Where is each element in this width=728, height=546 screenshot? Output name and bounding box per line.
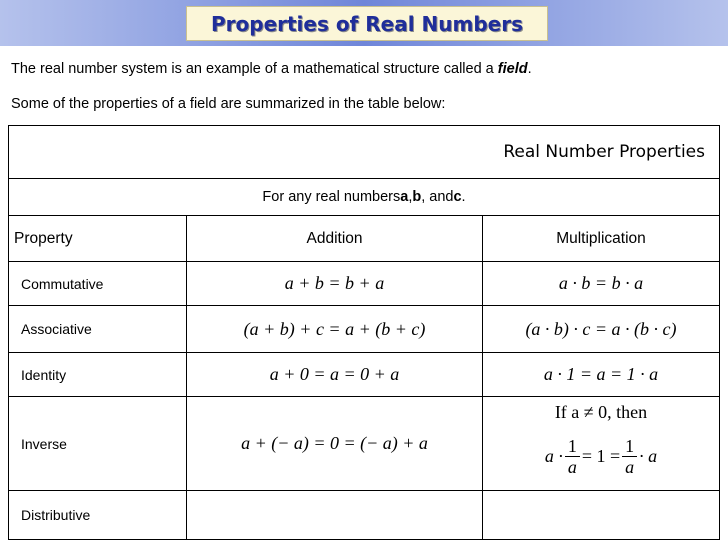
subheading-var-b: b [412,189,422,205]
table-inner [9,126,719,539]
associative-multiplication: (a · b) · c = a · (b · c) [525,318,677,339]
properties-table [8,125,720,540]
subheading-sep: , [408,189,413,205]
table-subheading [9,179,719,215]
row-label-associative: Associative [21,321,92,337]
title-banner [0,0,728,46]
inverse-mult-term: a · [544,445,563,466]
table-title: Real Number Properties [503,142,705,162]
column-header-addition: Addition [306,229,363,247]
fraction-numerator: 1 [565,436,580,457]
subheading-var-a: a [400,189,409,205]
row-label-identity: Identity [21,366,67,383]
identity-addition: a + 0 = a = 0 + a [269,364,400,384]
inverse-addition: a + (− a) = 0 = (− a) + a [241,433,428,453]
identity-multiplication: a · 1 = a = 1 · a [543,364,659,384]
inverse-condition: If a ≠ 0, then [554,401,648,422]
intro-line-2: Some of the properties of a field are summarized in the table below: [11,96,446,112]
subheading-end: . [461,189,466,205]
commutative-multiplication: a · b = b · a [558,273,644,293]
inverse-multiplication [483,426,719,486]
fraction-denominator: a [625,456,635,477]
row-label-commutative: Commutative [21,275,104,292]
intro-period: . [527,61,532,77]
fraction-denominator: a [567,456,577,477]
title-box [186,6,548,41]
distributive-multiplication [483,491,719,539]
intro-emphasis: field [497,61,528,77]
subheading-text: For any real numbers [262,189,401,205]
fraction-one-over-a [565,436,580,477]
column-header-multiplication: Multiplication [556,229,646,247]
intro-line-1 [11,61,532,77]
inverse-mult-term: · a [639,445,658,466]
page-title: Properties of Real Numbers [210,11,523,36]
intro-text: The real number system is an example of a mathematical structure called a [11,61,498,77]
row-label-distributive: Distributive [21,507,91,523]
inverse-mult-equals: = 1 = [581,445,621,466]
subheading-var-c: c [453,189,462,205]
subheading-sep: , and [421,189,454,205]
commutative-addition: a + b = b + a [284,273,385,293]
fraction-one-over-a [622,436,637,477]
distributive-addition [187,491,482,539]
row-label-inverse: Inverse [21,435,67,452]
associative-addition: (a + b) + c = a + (b + c) [243,318,426,339]
column-header-property: Property [14,229,73,247]
fraction-numerator: 1 [622,436,637,457]
